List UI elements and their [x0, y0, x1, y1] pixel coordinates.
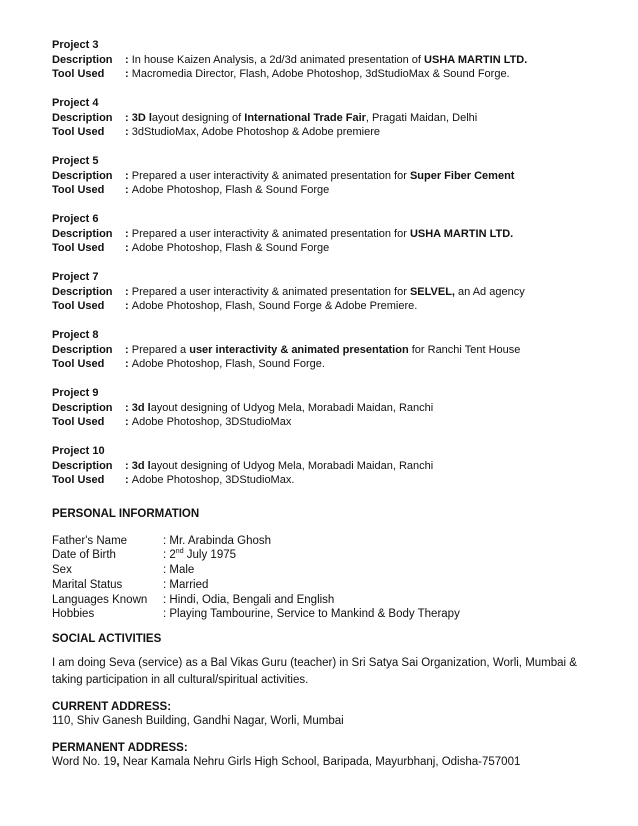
- tool-label: Tool Used: [52, 68, 105, 80]
- tool-label: Tool Used: [52, 300, 105, 312]
- tool-row: [52, 357, 592, 372]
- tool-row: [52, 241, 592, 256]
- project-5: [52, 154, 592, 198]
- description-value: : Prepared a user interactivity & animated presentation for Super Fiber Cement: [125, 169, 515, 182]
- social-line-1: I am doing Seva (service) as a Bal Vikas Guru (teacher) in Sri Satya Sai Organization, Worli, Mumbai &: [52, 657, 577, 670]
- project-title: Project 7: [52, 271, 99, 283]
- project-4: [52, 96, 592, 140]
- hobbies-label: Hobbies: [52, 608, 95, 621]
- hobbies-value: : Playing Tambourine, Service to Mankind & Body Therapy: [163, 608, 460, 621]
- languages-row: [52, 593, 592, 608]
- languages-label: Languages Known: [52, 593, 148, 606]
- project-10: [52, 444, 592, 488]
- tool-row: [52, 299, 592, 314]
- tool-row: [52, 415, 592, 430]
- sex-label: Sex: [52, 564, 72, 577]
- description-row: [52, 169, 592, 184]
- project-title: Project 9: [52, 387, 99, 399]
- father-name-row: [52, 534, 592, 549]
- project-title: Project 4: [52, 97, 99, 109]
- project-3: [52, 38, 592, 82]
- tool-label: Tool Used: [52, 416, 105, 428]
- permanent-address-heading: PERMANENT ADDRESS:: [52, 742, 188, 755]
- project-7: [52, 270, 592, 314]
- personal-info-heading: PERSONAL INFORMATION: [52, 507, 200, 520]
- personal-info-list: [52, 534, 592, 623]
- tool-value: : Macromedia Director, Flash, Adobe Photoshop, 3dStudioMax & Sound Forge.: [125, 68, 510, 80]
- social-activities-text: [52, 655, 592, 689]
- description-value: : Prepared a user interactivity & animated presentation for USHA MARTIN LTD.: [125, 227, 514, 240]
- description-value: : 3d layout designing of Udyog Mela, Morabadi Maidan, Ranchi: [125, 401, 434, 414]
- dob-value: : 2nd July 1975: [163, 548, 237, 562]
- description-label: Description: [52, 459, 113, 472]
- project-8: [52, 328, 592, 372]
- social-line-2: taking participation in all cultural/spiritual activities.: [52, 674, 309, 687]
- social-activities-heading: SOCIAL ACTIVITIES: [52, 633, 162, 646]
- description-row: [52, 401, 592, 416]
- marital-status-row: [52, 578, 592, 593]
- tool-value: : Adobe Photoshop, 3DStudioMax.: [125, 474, 295, 486]
- tool-row: [52, 473, 592, 488]
- description-value: : 3D layout designing of International Trade Fair, Pragati Maidan, Delhi: [125, 111, 478, 124]
- dob-row: [52, 548, 592, 563]
- description-value: : Prepared a user interactivity & animated presentation for Ranchi Tent House: [125, 343, 521, 356]
- description-label: Description: [52, 285, 113, 298]
- tool-label: Tool Used: [52, 126, 105, 138]
- marital-status-value: : Married: [163, 578, 209, 591]
- resume-page: [52, 38, 592, 771]
- tool-label: Tool Used: [52, 358, 105, 370]
- father-name-label: Father's Name: [52, 534, 128, 547]
- sex-row: [52, 563, 592, 578]
- project-6: [52, 212, 592, 256]
- languages-value: : Hindi, Odia, Bengali and English: [163, 593, 335, 606]
- project-title: Project 3: [52, 39, 99, 51]
- marital-status-label: Marital Status: [52, 578, 123, 591]
- tool-row: [52, 67, 592, 82]
- tool-row: [52, 125, 592, 140]
- description-label: Description: [52, 227, 113, 240]
- project-9: [52, 386, 592, 430]
- description-value: : In house Kaizen Analysis, a 2d/3d animated presentation of USHA MARTIN LTD.: [125, 53, 528, 66]
- project-title: Project 8: [52, 329, 99, 341]
- description-value: : 3d layout designing of Udyog Mela, Morabadi Maidan, Ranchi: [125, 459, 434, 472]
- description-row: [52, 343, 592, 358]
- tool-label: Tool Used: [52, 184, 105, 196]
- project-title: Project 5: [52, 155, 99, 167]
- tool-value: : Adobe Photoshop, Flash, Sound Forge & Adobe Premiere.: [125, 300, 418, 312]
- description-label: Description: [52, 343, 113, 356]
- description-label: Description: [52, 401, 113, 414]
- current-address-heading: CURRENT ADDRESS:: [52, 701, 172, 714]
- description-value: : Prepared a user interactivity & animated presentation for SELVEL, an Ad agency: [125, 285, 525, 298]
- tool-value: : Adobe Photoshop, Flash & Sound Forge: [125, 242, 330, 254]
- project-title: Project 6: [52, 213, 99, 225]
- description-label: Description: [52, 169, 113, 182]
- tool-value: : Adobe Photoshop, Flash & Sound Forge: [125, 184, 330, 196]
- description-label: Description: [52, 111, 113, 124]
- hobbies-row: [52, 607, 592, 622]
- father-name-value: : Mr. Arabinda Ghosh: [163, 534, 272, 547]
- description-row: [52, 53, 592, 68]
- tool-value: : 3dStudioMax, Adobe Photoshop & Adobe premiere: [125, 126, 381, 138]
- tool-value: : Adobe Photoshop, Flash, Sound Forge.: [125, 358, 325, 370]
- sex-value: : Male: [163, 564, 195, 577]
- current-address-text: 110, Shiv Ganesh Building, Gandhi Nagar, Worli, Mumbai: [52, 715, 344, 728]
- description-row: [52, 227, 592, 242]
- description-row: [52, 111, 592, 126]
- tool-value: : Adobe Photoshop, 3DStudioMax: [125, 416, 292, 428]
- project-title: Project 10: [52, 445, 105, 457]
- tool-label: Tool Used: [52, 242, 105, 254]
- description-row: [52, 285, 592, 300]
- permanent-address-text: Word No. 19, Near Kamala Nehru Girls High School, Baripada, Mayurbhanj, Odisha-757001: [52, 756, 521, 769]
- description-label: Description: [52, 53, 113, 66]
- tool-row: [52, 183, 592, 198]
- tool-label: Tool Used: [52, 474, 105, 486]
- dob-label: Date of Birth: [52, 549, 116, 562]
- description-row: [52, 459, 592, 474]
